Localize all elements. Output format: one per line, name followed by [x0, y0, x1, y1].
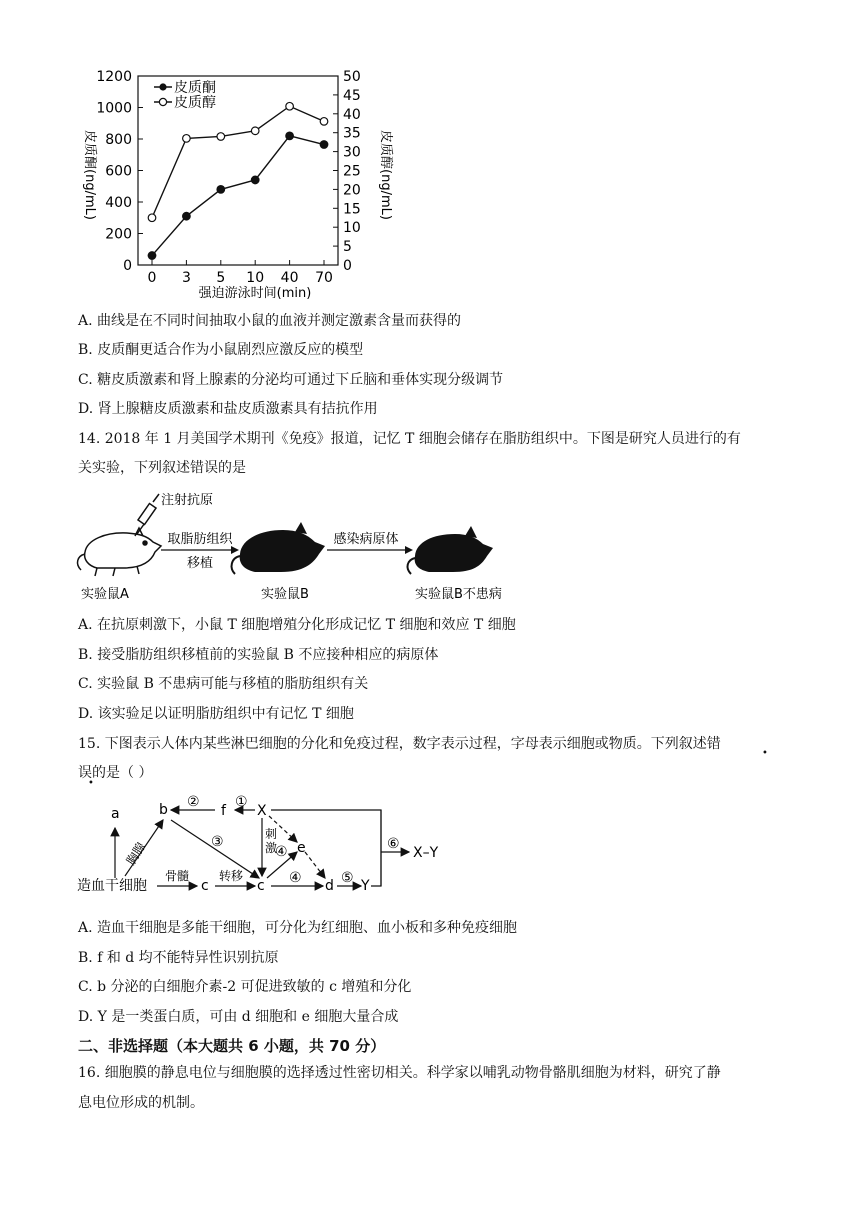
syringe-icon [137, 494, 159, 534]
y-right-tick-label: 20 [343, 182, 361, 199]
emphasis-dot: • [762, 748, 768, 759]
label-stim-1: 刺 [265, 827, 278, 841]
series-2-point [251, 127, 259, 135]
node-y: Y [361, 878, 370, 894]
mouse-b2-drawing [408, 526, 493, 574]
legend-marker-filled [159, 83, 166, 90]
node-c-second: c [257, 878, 265, 894]
y-right-tick-label: 5 [343, 239, 352, 256]
node-f: f [221, 803, 226, 819]
label-stim-2: 激 [265, 841, 278, 855]
series-1-point [183, 212, 191, 220]
y-left-tick-label: 400 [105, 195, 132, 211]
q15-option-c: C. b 分泌的白细胞介素-2 可促进致敏的 c 增殖和分化 [78, 979, 412, 995]
q13-option-c: C. 糖皮质激素和肾上腺素的分泌均可通过下丘脑和垂体实现分级调节 [78, 372, 504, 388]
q13-option-b: B. 皮质酮更适合作为小鼠剧烈应激反应的模型 [78, 342, 364, 358]
x-tick-label: 5 [216, 270, 226, 286]
mouse-a-drawing [78, 528, 161, 576]
node-d: d [325, 878, 334, 894]
x-tick-label: 3 [181, 270, 191, 286]
q15-stem-line2: 误的是（ ） [78, 765, 153, 781]
y-right-tick-label: 50 [343, 69, 361, 85]
node-x: X [257, 803, 267, 819]
y-right-tick-label: 15 [343, 201, 361, 218]
q16-line2: 息电位形成的机制。 [78, 1095, 204, 1111]
arrow1-top-label: 取脂肪组织 [167, 532, 233, 547]
inject-label: 注射抗原 [161, 493, 214, 508]
series-2-point [183, 135, 191, 143]
step-5: ⑤ [341, 870, 354, 886]
x-tick-label: 70 [315, 270, 333, 286]
y-left-tick-label: 0 [123, 258, 132, 274]
node-stem-cell: 造血干细胞 [77, 878, 147, 894]
step-4-upper: ④ [275, 844, 288, 860]
series-line-2 [152, 106, 324, 218]
q15-stem-line1: 15. 下图表示人体内某些淋巴细胞的分化和免疫过程，数字表示过程，字母表示细胞或物质。下列叙述错 [78, 736, 721, 752]
mouse-a-label: 实验鼠A [81, 587, 129, 602]
emphasis-dot-2: • [88, 778, 94, 789]
y-right-axis-title: 皮质醇(ng/mL) [378, 130, 393, 220]
x-y-product: X–Y [413, 845, 439, 861]
series-1-point [217, 186, 225, 194]
y-left-tick-label: 600 [105, 163, 132, 180]
q14-stem-line1: 14. 2018 年 1 月美国学术期刊《免疫》报道，记忆 T 细胞会储存在脂肪组织中。下图是研究人员进行的有 [78, 431, 741, 447]
y-left-tick-label: 1200 [96, 69, 132, 85]
q14-option-a: A. 在抗原刺激下，小鼠 T 细胞增殖分化形成记忆 T 细胞和效应 T 细胞 [78, 617, 516, 633]
label-bone-marrow: 骨髓 [165, 869, 190, 883]
y-right-tick-label: 45 [343, 87, 361, 104]
label-thymus: 胸腺 [123, 839, 149, 868]
step-3: ③ [211, 834, 224, 850]
x-tick-label: 10 [246, 270, 265, 286]
q14-experiment-figure [75, 490, 525, 605]
series-line-1 [152, 136, 324, 256]
q14-stem-line2: 关实验，下列叙述错误的是 [78, 460, 246, 476]
series-2-point [286, 102, 294, 110]
y-right-tick-label: 35 [343, 125, 361, 142]
legend-marker-hollow [159, 98, 166, 105]
arrow2-top-label: 感染病原体 [333, 532, 399, 547]
series-1-point [286, 132, 294, 140]
mouse-b-label: 实验鼠B [261, 587, 309, 602]
y-right-tick-label: 0 [343, 258, 352, 274]
y-left-tick-label: 1000 [96, 100, 132, 117]
step-1: ① [235, 794, 248, 810]
y-right-tick-label: 10 [343, 220, 361, 237]
q16-line1: 16. 细胞膜的静息电位与细胞膜的选择透过性密切相关。科学家以哺乳动物骨骼肌细胞为材料，研究了静 [78, 1065, 721, 1081]
q13-option-d: D. 肾上腺糖皮质激素和盐皮质激素具有拮抗作用 [78, 401, 378, 417]
y-right-tick-label: 30 [343, 144, 361, 161]
x-axis-title: 强迫游泳时间(min) [198, 286, 312, 301]
mouse-b-drawing [232, 522, 325, 574]
x-tick-label: 40 [280, 270, 299, 286]
node-b: b [159, 802, 168, 818]
q14-option-b: B. 接受脂肪组织移植前的实验鼠 B 不应接种相应的病原体 [78, 647, 439, 663]
q15-option-b: B. f 和 d 均不能特异性识别抗原 [78, 950, 279, 966]
y-left-tick-label: 800 [105, 132, 132, 148]
step-2: ② [187, 794, 200, 810]
q14-option-d: D. 该实验足以证明脂肪组织中有记忆 T 细胞 [78, 706, 354, 722]
node-c-first: c [201, 878, 209, 894]
y-left-axis-title: 皮质酮(ng/mL) [82, 130, 97, 220]
series-2-point [320, 118, 328, 126]
series-2-point [148, 214, 156, 222]
q13-option-a: A. 曲线是在不同时间抽取小鼠的血液并测定激素含量而获得的 [78, 313, 462, 329]
mouse-b2-label: 实验鼠B不患病 [415, 587, 502, 602]
series-2-point [217, 133, 225, 141]
legend-label-corticosterone: 皮质酮 [174, 80, 216, 96]
arrow1-bottom-label: 移植 [186, 556, 214, 571]
hormone-line-chart [70, 60, 410, 305]
section-title: 二、非选择题（本大题共 6 小题，共 70 分） [78, 1037, 386, 1055]
y-left-tick-label: 200 [105, 226, 132, 243]
y-right-tick-label: 40 [343, 106, 361, 123]
node-a: a [111, 806, 120, 822]
label-transfer: 转移 [219, 869, 244, 883]
series-1-point [148, 252, 156, 260]
legend-label-cortisol: 皮质醇 [174, 95, 216, 111]
y-right-tick-label: 25 [343, 163, 361, 180]
q14-option-c: C. 实验鼠 B 不患病可能与移植的脂肪组织有关 [78, 676, 369, 692]
step-6: ⑥ [387, 836, 400, 852]
series-1-point [320, 141, 328, 149]
q15-option-d: D. Y 是一类蛋白质，可由 d 细胞和 e 细胞大量合成 [78, 1009, 399, 1025]
q15-option-a: A. 造血干细胞是多能干细胞，可分化为红细胞、血小板和多种免疫细胞 [78, 920, 518, 936]
step-4-lower: ④ [289, 870, 302, 886]
q15-lymphocyte-diagram [75, 790, 455, 905]
node-e: e [297, 840, 306, 856]
x-tick-label: 0 [147, 270, 157, 286]
series-1-point [251, 176, 259, 184]
